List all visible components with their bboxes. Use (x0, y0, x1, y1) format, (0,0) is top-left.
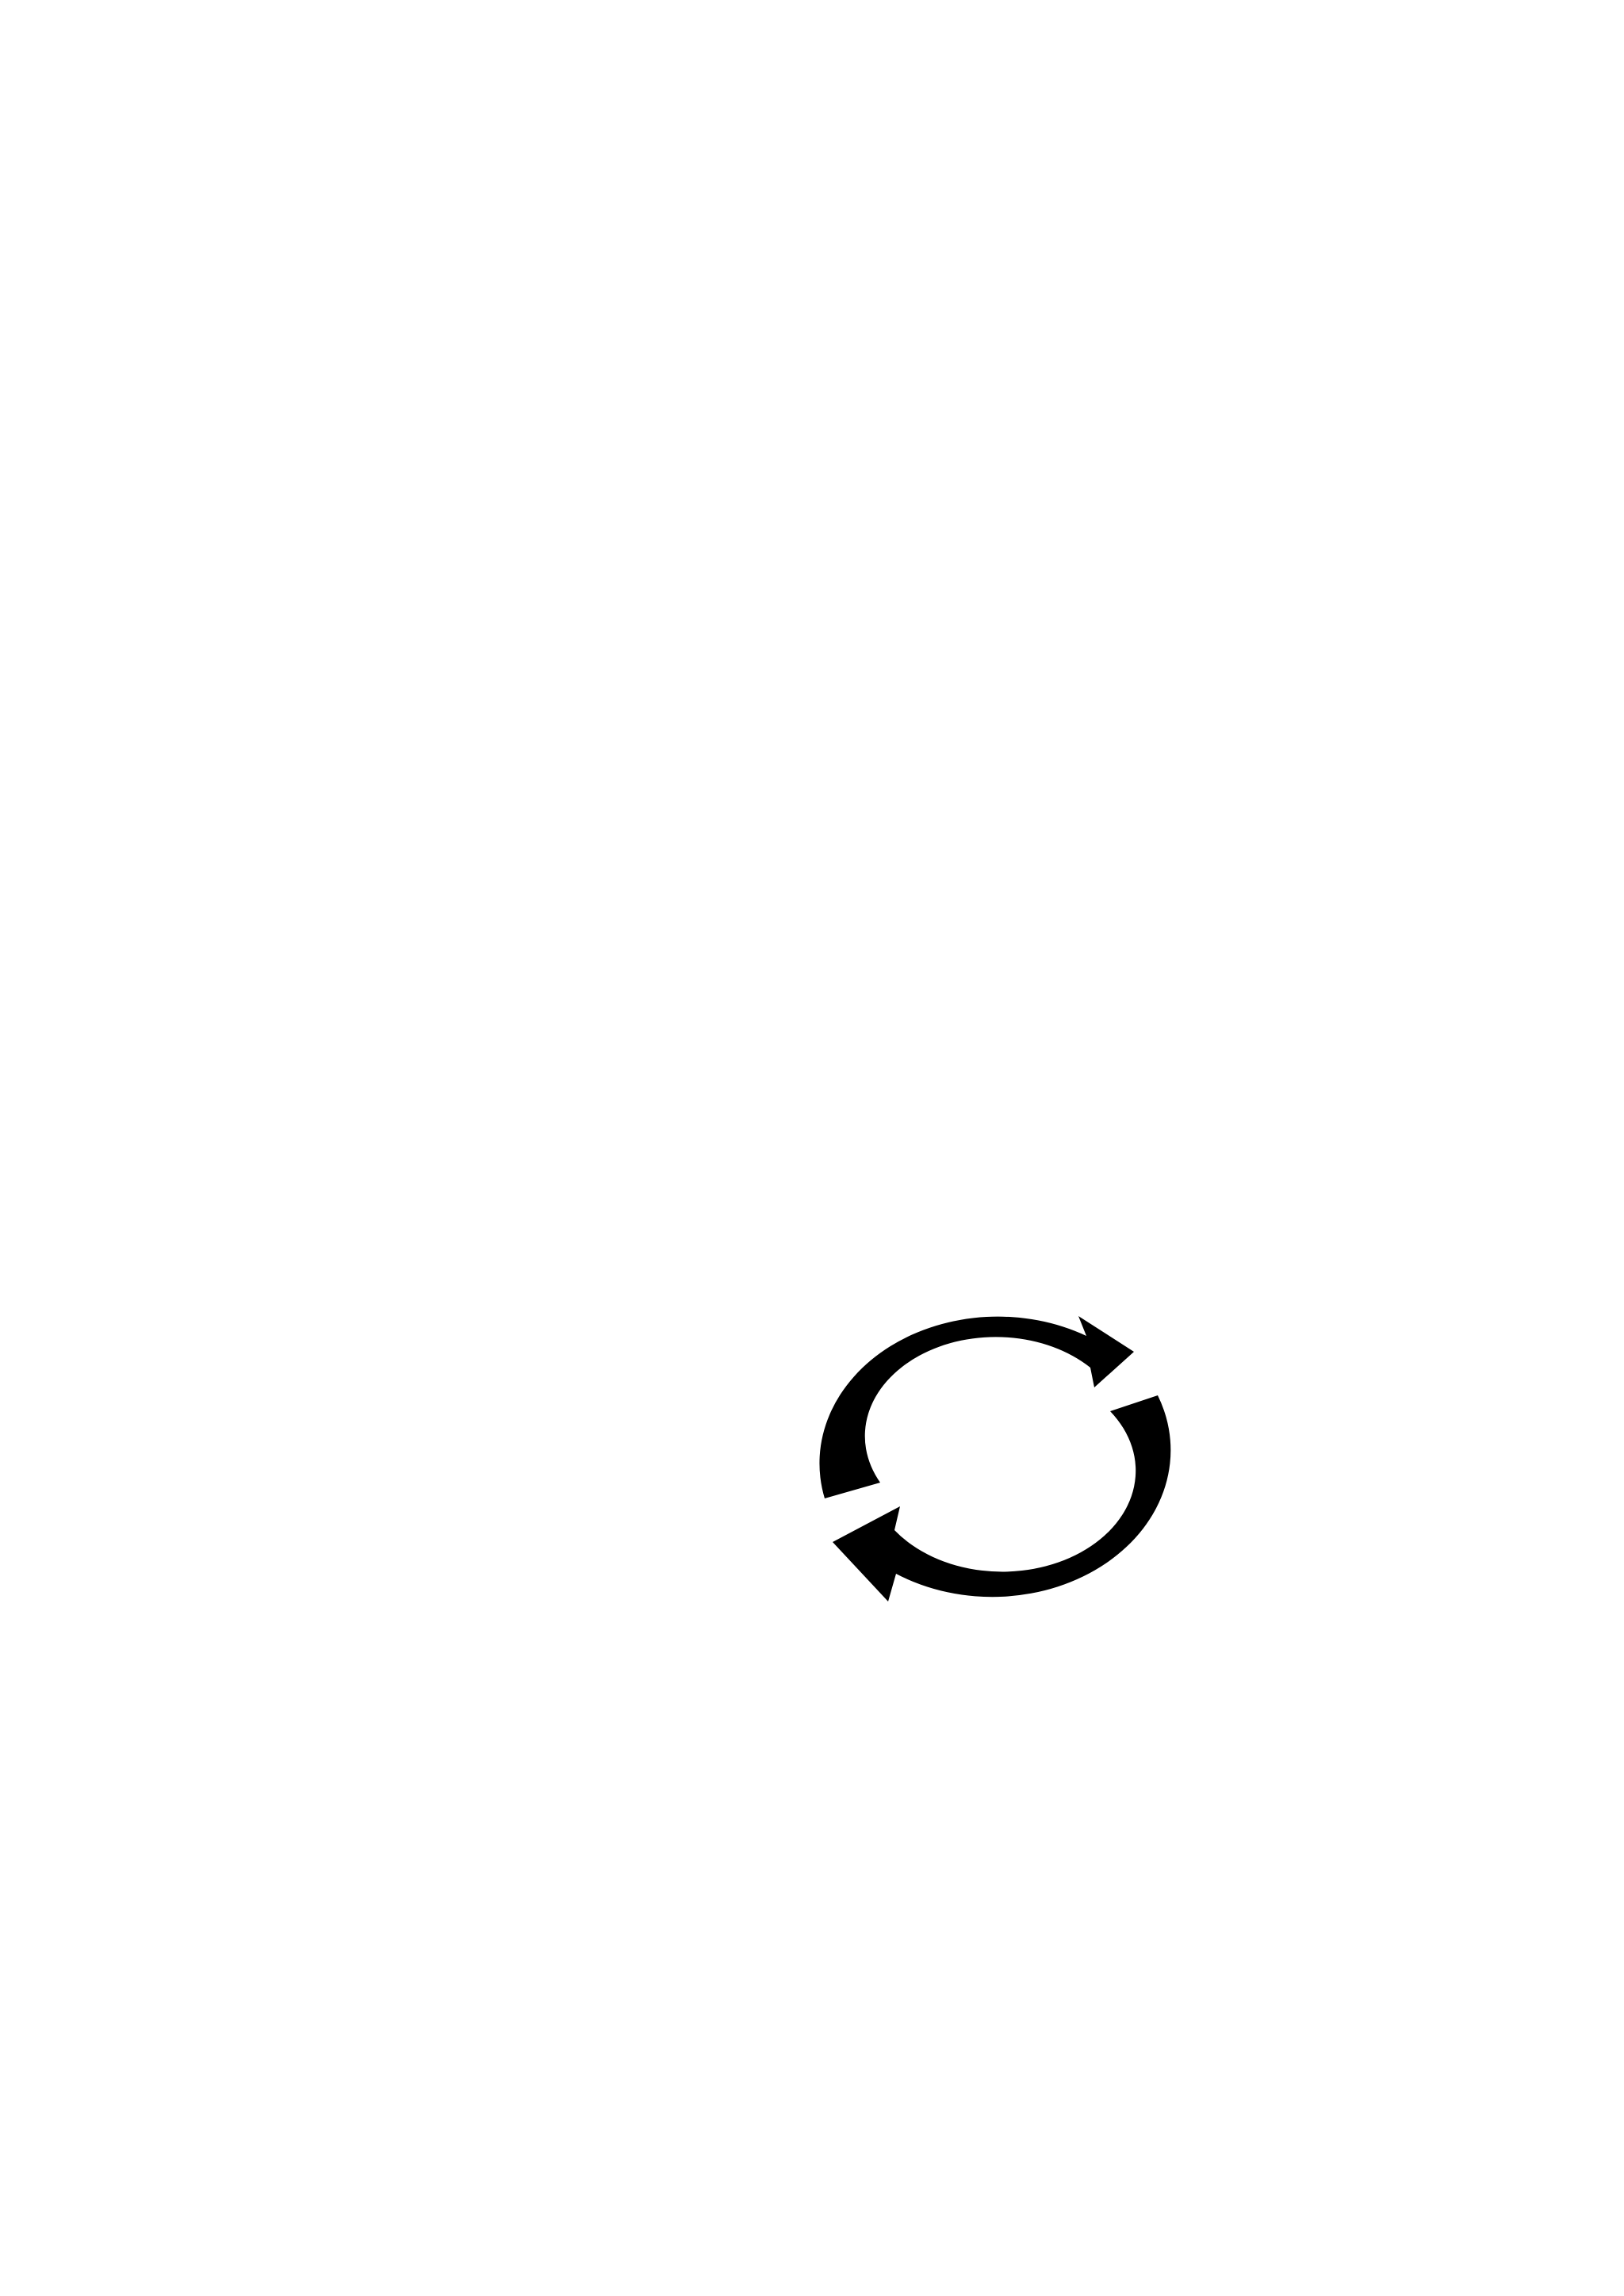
cycle-bottom-arrow (833, 1395, 1170, 1601)
cycle-graphic (761, 1269, 1205, 1633)
cycle-top-arrow (819, 1316, 1134, 1498)
continuous-improvement-figure (761, 1269, 1205, 1633)
kanji-figure (198, 1292, 634, 1641)
